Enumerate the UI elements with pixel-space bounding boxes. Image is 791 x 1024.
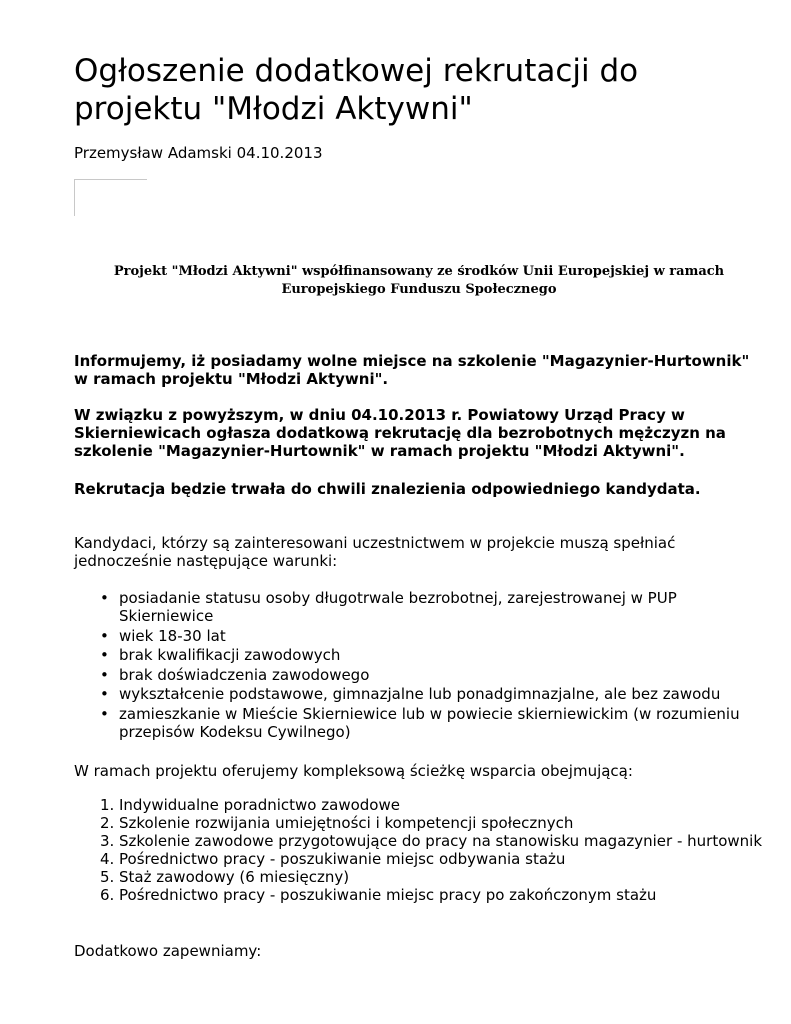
step-number: 2. — [100, 814, 115, 832]
info-paragraph: Informujemy, iż posiadamy wolne miejsce na szkolenie "Magazynier-Hurtownik" w ramach projektu "Młodzi Aktywni". — [74, 352, 750, 388]
list-item: • brak kwalifikacji zawodowych — [119, 646, 764, 664]
page-title: Ogłoszenie dodatkowej rekrutacji do projektu "Młodzi Aktywni" — [74, 53, 639, 127]
support-intro: W ramach projektu oferujemy kompleksową ścieżkę wsparcia obejmującą: — [74, 762, 633, 780]
list-item: • zamieszkanie w Mieście Skierniewice lub w powiecie skierniewickim (w rozumieniu przepisów Kodeksu Cywilnego) — [119, 705, 764, 741]
list-item — [100, 868, 764, 886]
list-item — [100, 832, 764, 850]
support-steps-list — [74, 796, 764, 904]
announcement-paragraph: W związku z powyższym, w dniu 04.10.2013 r. Powiatowy Urząd Pracy w Skierniewicach ogłasza dodatkową rekrutację dla bezrobotnych mężczyzn na szkolenie "Magazynier-Hurtownik" w ramach projektu "Młodzi Aktywni". — [74, 406, 726, 460]
recruitment-duration: Rekrutacja będzie trwała do chwili znalezienia odpowiedniego kandydata. — [74, 480, 701, 498]
funding-note: Projekt "Młodzi Aktywni" współfinansowany ze środków Unii Europejskiej w ramach Europejskiego Funduszu Społecznego — [113, 264, 725, 297]
step-number: 6. — [100, 886, 115, 904]
list-item — [100, 814, 764, 832]
step-text: Pośrednictwo pracy - poszukiwanie miejsc pracy po zakończonym stażu — [119, 886, 657, 904]
step-text: Indywidualne poradnictwo zawodowe — [119, 796, 400, 814]
list-item: • brak doświadczenia zawodowego — [119, 666, 764, 684]
step-number: 1. — [100, 796, 115, 814]
step-number: 3. — [100, 832, 115, 850]
step-number: 4. — [100, 850, 115, 868]
image-placeholder — [74, 179, 147, 216]
list-item: • wykształcenie podstawowe, gimnazjalne lub ponadgimnazjalne, ale bez zawodu — [119, 685, 764, 703]
list-item: • posiadanie statusu osoby długotrwale bezrobotnej, zarejestrowanej w PUP Skierniewice — [119, 589, 764, 625]
requirements-intro: Kandydaci, którzy są zainteresowani uczestnictwem w projekcie muszą spełniać jednocześnie następujące warunki: — [74, 534, 676, 570]
step-text: Szkolenie zawodowe przygotowujące do pracy na stanowisku magazynier - hurtownik — [119, 832, 763, 850]
list-item — [100, 850, 764, 868]
list-item — [100, 796, 764, 814]
requirements-list — [74, 589, 764, 742]
step-text: Pośrednictwo pracy - poszukiwanie miejsc odbywania stażu — [119, 850, 566, 868]
step-number: 5. — [100, 868, 115, 886]
step-text: Szkolenie rozwijania umiejętności i kompetencji społecznych — [119, 814, 574, 832]
additional-heading: Dodatkowo zapewniamy: — [74, 942, 262, 960]
list-item: • wiek 18-30 lat — [119, 627, 764, 645]
author-date: Przemysław Adamski 04.10.2013 — [74, 144, 323, 162]
list-item — [100, 886, 764, 904]
step-text: Staż zawodowy (6 miesięczny) — [119, 868, 350, 886]
